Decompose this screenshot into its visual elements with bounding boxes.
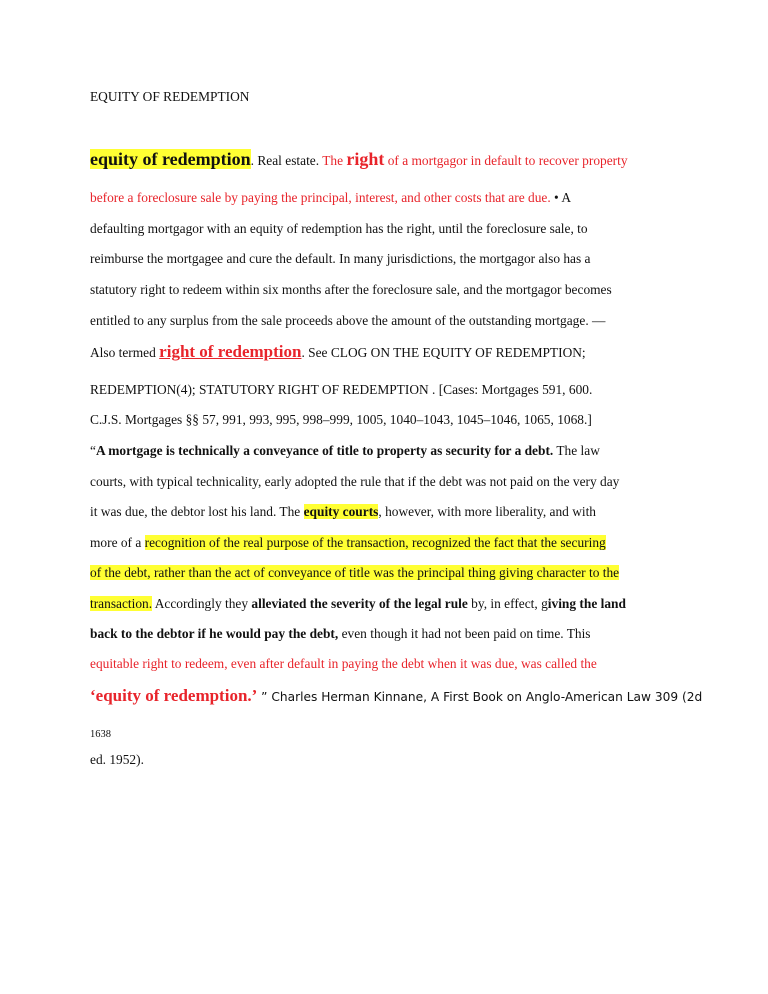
page-number: 1638 xyxy=(90,729,111,740)
red-text: The xyxy=(322,153,347,168)
line-18 xyxy=(90,688,702,705)
line-9: C.J.S. Mortgages §§ 57, 991, 993, 995, 998–999, 1005, 1040–1043, 1045–1046, 1065, 1068.] xyxy=(90,412,592,427)
line-4: reimburse the mortgagee and cure the default. In many jurisdictions, the mortgagor also has a xyxy=(90,251,591,266)
bold-text: A mortgage is technically a conveyance of title to property as security for a debt. xyxy=(95,443,554,458)
text: Also termed xyxy=(90,345,160,360)
term-right-of-redemption: right of redemption xyxy=(159,342,302,361)
bold-text: back to the debtor if he would pay the debt, xyxy=(90,626,339,641)
document-title: EQUITY OF REDEMPTION xyxy=(90,89,250,104)
red-quote-term: ‘equity of redemption.’ xyxy=(90,686,258,705)
line-13 xyxy=(90,535,606,551)
red-text: of a mortgagor in default to recover property xyxy=(384,153,628,168)
text: more of a xyxy=(90,535,145,550)
bold-text: alleviated the severity of the legal rule xyxy=(251,596,468,611)
line-8: REDEMPTION(4); STATUTORY RIGHT OF REDEMPTION . [Cases: Mortgages 591, 600. xyxy=(90,382,593,397)
line-20: ed. 1952). xyxy=(90,752,144,767)
line-11: courts, with typical technicality, early adopted the rule that if the debt was not paid on the very day xyxy=(90,474,620,489)
highlight-equity-courts: equity courts xyxy=(303,504,379,519)
line-10 xyxy=(90,443,600,459)
citation-text: ” Charles Herman Kinnane, A First Book on Anglo-American Law 309 (2d xyxy=(257,690,703,704)
line-15 xyxy=(90,596,626,612)
line-17: equitable right to redeem, even after default in paying the debt when it was due, was called the xyxy=(90,656,597,671)
line-7 xyxy=(90,344,586,361)
text: Accordingly they xyxy=(152,596,252,611)
line-12 xyxy=(90,504,596,520)
line-14 xyxy=(90,565,619,581)
line-16 xyxy=(90,626,591,642)
text: , however, with more liberality, and with xyxy=(378,504,596,519)
line-5: statutory right to redeem within six months after the foreclosure sale, and the mortgagor becomes xyxy=(90,282,612,297)
highlight-text: of the debt, rather than the act of conveyance of title was the principal thing giving character to the xyxy=(90,565,620,580)
text: “ xyxy=(90,443,96,458)
bold-text: iving the land xyxy=(547,596,626,611)
red-bold-right: right xyxy=(346,149,385,169)
text: . Real estate. xyxy=(250,153,323,168)
highlight-text: transaction. xyxy=(90,596,153,611)
text: it was due, the debtor lost his land. The xyxy=(90,504,304,519)
line-6: entitled to any surplus from the sale proceeds above the amount of the outstanding mortgage. — xyxy=(90,313,606,328)
line-1 xyxy=(90,151,628,169)
term-equity-of-redemption: equity of redemption xyxy=(90,149,251,169)
text: even though it had not been paid on time. This xyxy=(338,626,591,641)
highlight-text: recognition of the real purpose of the transaction, recognized the fact that the securing xyxy=(144,535,606,550)
line-2 xyxy=(90,190,571,206)
text: . See CLOG ON THE EQUITY OF REDEMPTION; xyxy=(301,345,586,360)
line-3: defaulting mortgagor with an equity of redemption has the right, until the foreclosure sale, to xyxy=(90,221,588,236)
red-text: before a foreclosure sale by paying the principal, interest, and other costs that are due. xyxy=(90,190,551,205)
text: • A xyxy=(550,190,572,205)
text: The law xyxy=(553,443,600,458)
text: by, in effect, g xyxy=(467,596,548,611)
